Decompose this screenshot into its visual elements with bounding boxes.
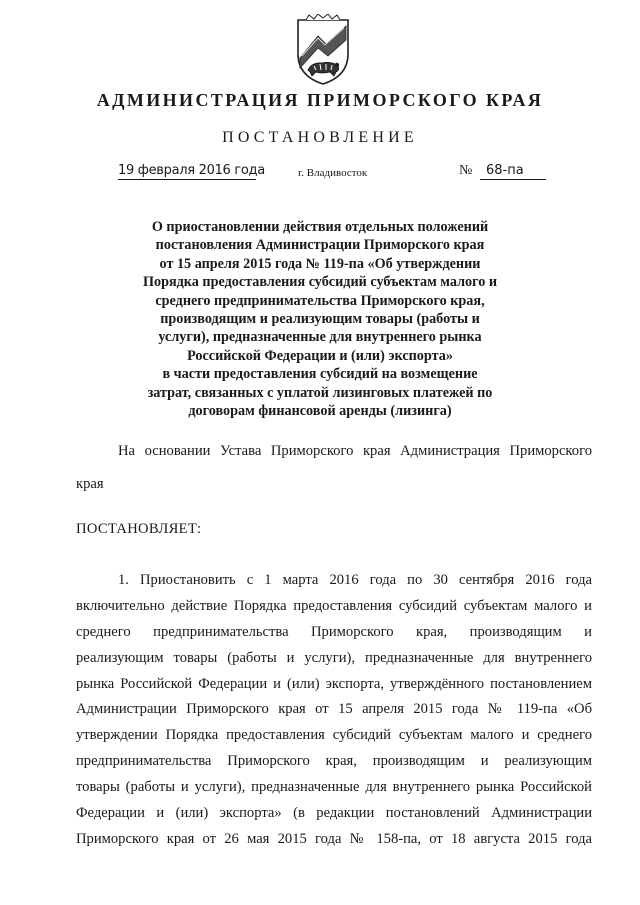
paragraph-line: реализующим товары (работы и услуги), предназначенные для внутреннего	[76, 649, 592, 666]
title-line: Российской Федерации и (или) экспорта»	[187, 347, 453, 364]
document-number: 68-па	[480, 163, 546, 180]
paragraph-line: утверждении Порядка предоставления субсидий субъектам малого и среднего	[76, 727, 592, 744]
paragraph-line: рынка Российской Федерации и (или) экспорта, утверждённого постановлением	[76, 675, 592, 692]
title-line: услуги), предназначенные для внутреннего рынка	[158, 329, 482, 346]
paragraph-line: включительно действие Порядка предоставления субсидий субъектам малого и	[76, 597, 592, 614]
document-city: г. Владивосток	[298, 167, 368, 179]
resolution-heading: ПОСТАНОВЛЯЕТ:	[76, 521, 202, 537]
issuing-authority: АДМИНИСТРАЦИЯ ПРИМОРСКОГО КРАЯ	[96, 90, 544, 110]
paragraph-line: 1. Приостановить с 1 марта 2016 года по 30 сентября 2016 года	[118, 572, 592, 588]
title-line: в части предоставления субсидий на возмещение	[162, 366, 478, 383]
basis-paragraph	[76, 443, 592, 493]
title-line: О приостановлении действия отдельных положений	[151, 219, 489, 235]
title-line: среднего предпринимательства Приморского края,	[155, 292, 485, 309]
basis-line: края	[76, 476, 104, 492]
title-line: постановления Администрации Приморского края	[155, 237, 485, 254]
paragraph-line: Администрации Приморского края от 15 апреля 2015 года № 119-па «Об	[76, 701, 592, 718]
primorsky-krai-coat-of-arms-icon	[292, 14, 354, 86]
paragraph-line: товары (работы и услуги), предназначенные для внутреннего рынка Российской	[76, 779, 592, 796]
document-type: ПОСТАНОВЛЕНИЕ	[222, 129, 418, 146]
title-line: затрат, связанных с уплатой лизинговых платежей по	[147, 384, 493, 401]
basis-line: На основании Устава Приморского края Администрация Приморского	[118, 443, 592, 459]
document-number-label: №	[459, 163, 473, 178]
paragraph-line: среднего предпринимательства Приморского края, производящим и	[76, 623, 592, 640]
document-date: 19 февраля 2016 года	[118, 163, 265, 178]
title-line: договорам финансовой аренды (лизинга)	[188, 403, 452, 420]
paragraph-line: Федерации и (или) экспорта» (в редакции постановлений Администрации	[76, 805, 592, 822]
paragraph-line: Приморского края от 26 мая 2015 года № 158-па, от 18 августа 2015 года	[76, 830, 592, 847]
title-line: от 15 апреля 2015 года № 119-па «Об утверждении	[159, 255, 481, 272]
paragraph-line: предпринимательства Приморского края, производящим и реализующим	[76, 753, 592, 770]
document-title	[100, 218, 540, 420]
title-line: производящим и реализующим товары (работы и	[160, 311, 480, 328]
paragraph-1	[76, 568, 592, 853]
title-line: Порядка предоставления субсидий субъектам малого и	[142, 274, 498, 291]
